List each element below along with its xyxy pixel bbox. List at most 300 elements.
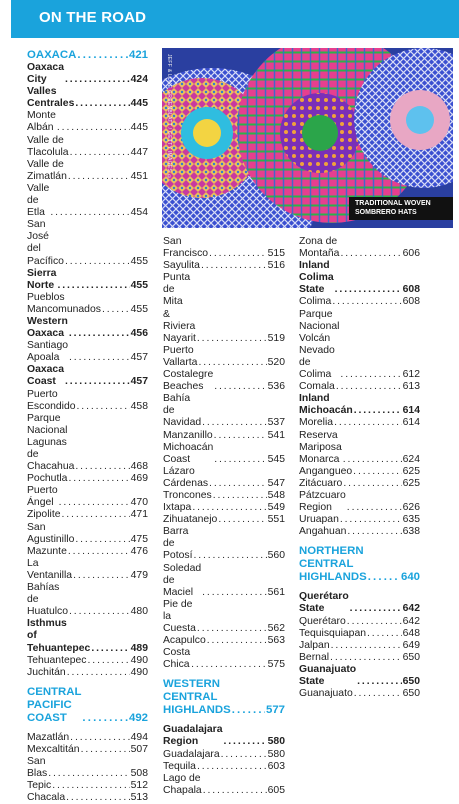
entry-name: Parque Nacional Lagunas de Chacahua — [27, 412, 75, 473]
leader-dots — [65, 376, 130, 388]
index-entry[interactable] — [27, 558, 148, 582]
page-title: ON THE ROAD — [39, 9, 147, 26]
entry-name: Santiago Apoala — [27, 340, 69, 364]
entry-name: Valle de Tlacolula — [27, 134, 69, 158]
index-entry[interactable] — [27, 364, 148, 388]
index-entry[interactable] — [299, 640, 420, 652]
entry-name: OAXACA — [27, 49, 77, 61]
entry-name: Bahías de Huatulco — [27, 582, 69, 618]
entry-name: Bernal — [299, 651, 330, 663]
entry-page: 424 — [130, 74, 148, 86]
entry-name: La Ventanilla — [27, 557, 73, 581]
entry-page: 650 — [402, 688, 420, 700]
entry-name: Guanajuato — [299, 688, 353, 700]
index-entry[interactable] — [27, 509, 148, 521]
leader-dots — [202, 417, 267, 429]
index-entry[interactable] — [299, 236, 420, 260]
entry-page: 562 — [267, 623, 285, 634]
leader-dots — [197, 623, 267, 635]
entry-page: 642 — [402, 615, 420, 627]
index-entry[interactable] — [27, 340, 148, 364]
index-entry[interactable] — [299, 296, 420, 308]
leader-dots — [91, 643, 129, 655]
entry-page: 516 — [267, 260, 285, 272]
index-entry[interactable] — [27, 135, 148, 159]
entry-name: Querétaro — [299, 615, 346, 627]
index-entry[interactable] — [27, 732, 148, 744]
index-entry[interactable] — [27, 792, 148, 804]
entry-page: 492 — [128, 711, 148, 724]
leader-dots — [213, 490, 267, 502]
leader-dots — [77, 401, 130, 413]
header-bar — [11, 0, 459, 38]
leader-dots — [198, 357, 266, 369]
leader-dots — [75, 98, 129, 110]
index-entry[interactable] — [27, 292, 148, 316]
caption-line: TRADITIONAL WOVEN — [355, 200, 431, 207]
photo-credit: JEFF & LUKE GREENBLATT / GETTY IMAGES © — [166, 54, 172, 181]
leader-dots — [193, 550, 266, 562]
entry-name: Valle de Zimatlán — [27, 158, 67, 182]
index-entry[interactable] — [299, 466, 420, 478]
entry-page: 613 — [402, 381, 420, 393]
entry-name: Oaxaca Coast — [27, 364, 64, 388]
leader-dots — [332, 296, 401, 308]
entry-name: Tepic — [27, 780, 52, 792]
leader-dots — [68, 473, 129, 485]
index-entry[interactable] — [163, 514, 285, 526]
index-entry[interactable] — [27, 110, 148, 134]
leader-dots — [202, 587, 267, 599]
entry-name: Costa Chica — [163, 647, 191, 671]
entry-name: Western Oaxaca — [27, 315, 68, 340]
entry-page: 445 — [130, 122, 148, 134]
entry-name: Guanajuato State — [299, 663, 357, 687]
section-heading[interactable] — [27, 49, 148, 62]
leader-dots — [209, 478, 267, 490]
leader-dots — [347, 526, 401, 538]
index-entry[interactable] — [27, 744, 148, 756]
leader-dots — [66, 792, 130, 804]
entry-page: 608 — [402, 284, 420, 296]
entry-name: Lago de Chapala — [163, 772, 202, 796]
leader-dots — [336, 381, 402, 393]
index-entry[interactable] — [163, 563, 285, 599]
entry-page: 479 — [130, 569, 148, 581]
index-entry[interactable] — [27, 413, 148, 473]
leader-dots — [224, 736, 267, 748]
entry-name: Monte Albán — [27, 110, 56, 134]
leader-dots — [70, 147, 130, 159]
index-entry[interactable] — [163, 749, 285, 761]
entry-page: 507 — [130, 743, 148, 755]
index-entry[interactable] — [163, 466, 285, 490]
entry-name: Reserva Mariposa Monarca — [299, 429, 342, 465]
leader-dots — [232, 704, 265, 717]
index-column-3 — [299, 236, 420, 700]
leader-dots — [354, 688, 402, 700]
entry-page: 445 — [130, 98, 148, 110]
entry-page: 447 — [130, 146, 148, 158]
leader-dots — [214, 454, 266, 466]
index-entry[interactable] — [27, 780, 148, 792]
entry-page: 490 — [130, 654, 148, 666]
entry-page: 648 — [402, 627, 420, 639]
index-entry[interactable] — [27, 473, 148, 485]
leader-dots — [221, 749, 267, 761]
index-entry[interactable] — [163, 236, 285, 260]
entry-page: 476 — [130, 545, 148, 557]
sombrero-photo — [162, 48, 453, 228]
leader-dots — [75, 534, 129, 546]
entry-name: Michoacán Coast — [163, 441, 214, 465]
entry-name: Valles Centrales — [27, 86, 75, 110]
entry-page: 519 — [267, 332, 285, 344]
entry-page: 489 — [130, 642, 148, 654]
index-entry[interactable] — [163, 502, 285, 514]
entry-page: 551 — [267, 514, 285, 526]
index-column-2 — [163, 236, 285, 797]
spacer — [299, 538, 420, 545]
entry-page: 456 — [130, 328, 148, 340]
entry-page: 577 — [265, 704, 285, 717]
entry-page: 468 — [130, 461, 148, 473]
index-entry[interactable] — [163, 599, 285, 635]
index-entry[interactable] — [299, 417, 420, 429]
entry-name: Mazatlán — [27, 731, 70, 743]
leader-dots — [218, 514, 266, 526]
entry-page: 470 — [130, 497, 148, 509]
leader-dots — [343, 478, 401, 490]
entry-name: Valle de Etla — [27, 182, 50, 219]
entry-name: Uruapan — [299, 514, 339, 526]
leader-dots — [191, 659, 267, 671]
leader-dots — [77, 49, 128, 62]
entry-page: 515 — [267, 248, 285, 260]
index-entry[interactable] — [163, 647, 285, 671]
leader-dots — [350, 603, 402, 615]
index-entry[interactable] — [299, 490, 420, 514]
entry-page: 563 — [267, 635, 285, 647]
leader-dots — [81, 744, 130, 756]
entry-name: Troncones — [163, 489, 212, 501]
entry-page: 454 — [130, 207, 148, 219]
entry-page: 490 — [130, 666, 148, 678]
entry-page: 469 — [130, 473, 148, 485]
section-heading[interactable] — [163, 678, 285, 717]
entry-page: 638 — [402, 526, 420, 538]
leader-dots — [192, 502, 266, 514]
entry-page: 494 — [130, 731, 148, 743]
index-entry[interactable] — [299, 393, 420, 417]
entry-page: 650 — [402, 676, 420, 687]
index-entry[interactable] — [163, 260, 285, 272]
leader-dots — [335, 284, 402, 296]
entry-page: 614 — [402, 405, 420, 417]
leader-dots — [70, 732, 129, 744]
leader-dots — [59, 497, 130, 509]
entry-page: 457 — [130, 352, 148, 364]
entry-name: Sierra Norte — [27, 267, 57, 291]
entry-page: 508 — [130, 768, 148, 780]
index-entry[interactable] — [299, 478, 420, 490]
entry-name: Acapulco — [163, 635, 206, 647]
spacer — [27, 725, 148, 732]
entry-name: Comala — [299, 381, 335, 393]
entry-name: Lázaro Cárdenas — [163, 465, 209, 489]
entry-page: 457 — [130, 376, 148, 388]
entry-page: 640 — [400, 571, 420, 584]
entry-name: Tequila — [163, 760, 196, 772]
entry-name: NORTHERN CENTRAL HIGHLANDS — [299, 545, 367, 584]
entry-page: 480 — [130, 606, 148, 618]
leader-dots — [203, 785, 267, 797]
index-entry[interactable] — [27, 183, 148, 219]
entry-name: Puerto Ángel — [27, 485, 58, 509]
leader-dots — [67, 667, 130, 679]
index-entry[interactable] — [299, 591, 420, 615]
entry-name: Tequisquiapan — [299, 627, 367, 639]
leader-dots — [330, 652, 402, 664]
entry-name: Zihuatanejo — [163, 514, 218, 526]
leader-dots — [201, 260, 267, 272]
entry-name: Ixtapa — [163, 502, 192, 514]
leader-dots — [214, 430, 267, 442]
entry-name: Chacala — [27, 792, 66, 804]
entry-name: Colima — [299, 296, 332, 308]
entry-name: Puerto Escondido — [27, 388, 76, 412]
index-entry[interactable] — [299, 260, 420, 296]
entry-name: San José del Pacífico — [27, 219, 64, 267]
index-column-1 — [27, 49, 148, 804]
entry-name: Mazunte — [27, 545, 67, 557]
spacer — [163, 717, 285, 724]
entry-name: Soledad de Maciel — [163, 562, 202, 598]
entry-page: 455 — [130, 279, 148, 291]
entry-page: 649 — [402, 639, 420, 651]
section-heading[interactable] — [27, 686, 148, 725]
entry-page: 421 — [128, 49, 148, 61]
photo-caption — [349, 197, 453, 220]
leader-dots — [209, 248, 267, 260]
entry-name: Pueblos Mancomunados — [27, 291, 101, 315]
index-entry[interactable] — [299, 381, 420, 393]
entry-name: San Agustinillo — [27, 521, 75, 545]
entry-page: 537 — [267, 417, 285, 429]
index-entry[interactable] — [27, 316, 148, 340]
entry-page: 561 — [267, 586, 285, 598]
leader-dots — [73, 570, 130, 582]
entry-page: 605 — [267, 784, 285, 796]
entry-page: 560 — [267, 550, 285, 562]
spacer — [299, 584, 420, 591]
entry-page: 545 — [267, 453, 285, 465]
entry-name: Inland Colima State — [299, 260, 334, 296]
entry-name: Costalegre Beaches — [163, 369, 214, 393]
index-entry[interactable] — [163, 272, 285, 345]
leader-dots — [197, 761, 267, 773]
entry-page: 625 — [402, 465, 420, 477]
entry-page: 547 — [267, 477, 285, 489]
leader-dots — [368, 571, 400, 584]
leader-dots — [340, 369, 401, 381]
index-entry[interactable] — [299, 430, 420, 466]
index-entry[interactable] — [27, 546, 148, 558]
leader-dots — [69, 606, 130, 618]
index-entry[interactable] — [163, 635, 285, 647]
leader-dots — [65, 256, 130, 268]
index-entry[interactable] — [299, 688, 420, 700]
leader-dots — [367, 628, 402, 640]
entry-name: Inland Michoacán — [299, 393, 353, 417]
entry-name: Bahía de Navidad — [163, 393, 202, 429]
entry-name: Tehuantepec — [27, 654, 87, 666]
entry-page: 512 — [130, 780, 148, 792]
entry-page: 642 — [402, 603, 420, 615]
leader-dots — [65, 74, 130, 86]
index-entry[interactable] — [299, 652, 420, 664]
index-entry[interactable] — [27, 582, 148, 618]
leader-dots — [347, 502, 402, 514]
entry-page: 608 — [402, 296, 420, 308]
entry-name: Guadalajara — [163, 748, 220, 760]
leader-dots — [48, 768, 129, 780]
entry-page: 458 — [130, 400, 148, 412]
leader-dots — [68, 546, 130, 558]
entry-page: 451 — [130, 170, 148, 182]
index-entry[interactable] — [163, 773, 285, 797]
index-entry[interactable] — [299, 616, 420, 628]
leader-dots — [69, 352, 130, 364]
leader-dots — [207, 635, 267, 647]
entry-page: 471 — [130, 509, 148, 521]
index-entry[interactable] — [163, 724, 285, 748]
leader-dots — [68, 171, 130, 183]
entry-name: Puerto Vallarta — [163, 344, 198, 368]
index-entry[interactable] — [27, 756, 148, 780]
leader-dots — [75, 461, 129, 473]
entry-page: 549 — [267, 502, 285, 514]
entry-page: 455 — [130, 255, 148, 267]
index-entry[interactable] — [299, 309, 420, 382]
index-entry[interactable] — [163, 490, 285, 502]
index-entry[interactable] — [299, 514, 420, 526]
leader-dots — [343, 454, 402, 466]
spacer — [163, 671, 285, 678]
index-entry[interactable] — [163, 393, 285, 429]
index-entry[interactable] — [163, 430, 285, 442]
entry-page: 650 — [402, 651, 420, 663]
entry-name: Zitácuaro — [299, 477, 343, 489]
entry-page: 635 — [402, 514, 420, 526]
index-entry[interactable] — [299, 628, 420, 640]
entry-page: 606 — [402, 248, 420, 260]
leader-dots — [334, 417, 402, 429]
entry-name: Parque Nacional Volcán Nevado de Colima — [299, 308, 340, 381]
index-entry[interactable] — [27, 268, 148, 292]
leader-dots — [57, 122, 130, 134]
entry-name: Pie de la Cuesta — [163, 598, 196, 634]
entry-name: Morelia — [299, 417, 334, 429]
index-entry[interactable] — [27, 667, 148, 679]
leader-dots — [82, 712, 128, 725]
entry-page: 575 — [267, 659, 285, 671]
entry-name: Isthmus of Tehuantepec — [27, 618, 91, 654]
entry-name: CENTRAL PACIFIC COAST — [27, 685, 82, 724]
index-entry[interactable] — [163, 345, 285, 369]
index-entry[interactable] — [27, 159, 148, 183]
entry-name: Pátzcuaro Region — [299, 489, 346, 514]
entry-name: Mexcaltitán — [27, 743, 80, 755]
leader-dots — [50, 207, 129, 219]
spacer — [27, 679, 148, 686]
index-entry[interactable] — [27, 389, 148, 413]
leader-dots — [102, 304, 130, 316]
entry-name: Angangueo — [299, 465, 353, 477]
entry-page: 536 — [267, 381, 285, 393]
entry-name: Angahuan — [299, 526, 347, 538]
leader-dots — [197, 333, 267, 345]
entry-name: Manzanillo — [163, 429, 213, 441]
index-entry[interactable] — [27, 219, 148, 267]
leader-dots — [357, 676, 402, 688]
entry-name: Guadalajara Region — [163, 724, 223, 748]
index-entry[interactable] — [27, 62, 148, 86]
entry-name: Juchitán — [27, 666, 66, 678]
leader-dots — [57, 280, 129, 292]
entry-page: 624 — [402, 453, 420, 465]
entry-page: 513 — [130, 792, 148, 804]
entry-name: Oaxaca City — [27, 62, 64, 86]
entry-name: Pochutla — [27, 473, 68, 485]
index-entry[interactable] — [27, 485, 148, 509]
entry-page: 580 — [267, 748, 285, 760]
leader-dots — [331, 640, 402, 652]
leader-dots — [340, 248, 401, 260]
section-heading[interactable] — [299, 545, 420, 584]
index-entry[interactable] — [299, 526, 420, 538]
entry-page: 614 — [402, 417, 420, 429]
index-entry[interactable] — [163, 442, 285, 466]
leader-dots — [62, 509, 130, 521]
entry-name: San Francisco — [163, 236, 209, 260]
entry-page: 580 — [267, 736, 285, 748]
entry-name: Jalpan — [299, 639, 330, 651]
leader-dots — [214, 381, 266, 393]
entry-page: 520 — [267, 356, 285, 368]
leader-dots — [340, 514, 402, 526]
leader-dots — [353, 466, 401, 478]
index-entry[interactable] — [299, 664, 420, 688]
index-entry[interactable] — [27, 86, 148, 110]
entry-page: 603 — [267, 760, 285, 772]
entry-name: San Blas — [27, 755, 48, 780]
entry-name: Sayulita — [163, 260, 200, 272]
index-entry[interactable] — [27, 618, 148, 654]
entry-name: Zona de Montaña — [299, 236, 340, 260]
caption-line: SOMBRERO HATS — [355, 208, 417, 216]
index-entry[interactable] — [163, 369, 285, 393]
entry-page: 548 — [267, 489, 285, 501]
index-entry[interactable] — [163, 526, 285, 562]
entry-name: Barra de Potosí — [163, 526, 193, 562]
index-entry[interactable] — [27, 522, 148, 546]
leader-dots — [52, 780, 129, 792]
entry-page: 612 — [402, 369, 420, 381]
leader-dots — [69, 328, 130, 340]
index-entry[interactable] — [163, 761, 285, 773]
entry-name: Zipolite — [27, 509, 61, 521]
